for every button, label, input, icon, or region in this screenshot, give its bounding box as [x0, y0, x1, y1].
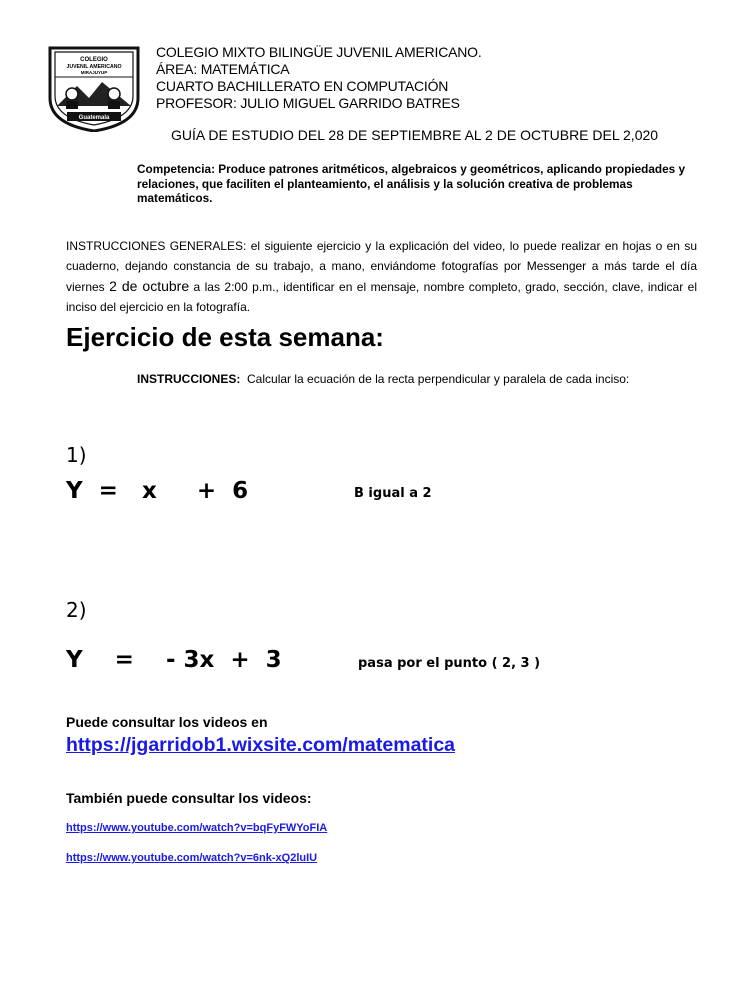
website-link[interactable]: https://jgarridob1.wixsite.com/matematica — [66, 734, 456, 756]
deadline-date: 2 de octubre — [109, 278, 190, 294]
grade-line: CUARTO BACHILLERATO EN COMPUTACIÓN — [156, 78, 449, 94]
exercise-title: Ejercicio de esta semana: — [66, 322, 384, 352]
item-1-equation: Y = x + 6 — [66, 478, 249, 504]
item-1-number: 1) — [66, 443, 87, 467]
item-2-condition: pasa por el punto ( 2, 3 ) — [358, 656, 541, 671]
general-instructions — [66, 236, 697, 317]
exercise-instructions-text: Calcular la ecuación de la recta perpendicular y paralela de cada inciso: — [247, 372, 630, 386]
exercise-instructions — [137, 372, 629, 386]
crest-line-1: COLEGIO — [80, 57, 108, 63]
teacher-line: PROFESOR: JULIO MIGUEL GARRIDO BATRES — [156, 95, 460, 111]
subject-area: ÁREA: MATEMÁTICA — [156, 61, 290, 77]
crest-ribbon-text: Guatemala — [78, 115, 110, 121]
videos-intro: Puede consultar los videos en — [66, 714, 268, 730]
study-guide-dates: GUÍA DE ESTUDIO DEL 28 DE SEPTIEMBRE AL 2 DE OCTUBRE DEL 2,020 — [171, 127, 659, 143]
youtube-link-2[interactable]: https://www.youtube.com/watch?v=6nk-xQ2luIU — [66, 852, 318, 864]
school-name: COLEGIO MIXTO BILINGÜE JUVENIL AMERICANO. — [156, 44, 482, 60]
youtube-link-1[interactable]: https://www.youtube.com/watch?v=bqFyFWYoFIA — [66, 822, 328, 834]
exercise-instructions-label: INSTRUCCIONES: — [137, 372, 241, 386]
competencia-paragraph: Competencia: Produce patrones aritméticos, algebraicos y geométricos, aplicando propiedades y relaciones, que faciliten el planteamiento, el análisis y la solución creativa de problemas matemáticos. — [137, 162, 686, 205]
school-crest-logo — [47, 46, 141, 132]
instructions-part-2: a las 2:00 p.m., identificar en el mensaje, nombre completo, grado, sección, clave, indicar el inciso del ejercicio en la fotografía. — [66, 280, 697, 314]
item-2-equation: Y = - 3x + 3 — [66, 647, 282, 673]
more-videos-label: También puede consultar los videos: — [66, 790, 312, 806]
item-1-condition: B igual a 2 — [354, 486, 432, 501]
instructions-part-1: INSTRUCCIONES GENERALES: el siguiente ejercicio y la explicación del video, lo puede realizar en hojas o en su cuaderno, dejando constancia de su trabajo, a mano, enviándome fotografías por Messenger a más tarde el día viernes — [66, 239, 697, 294]
crest-line-2: JUVENIL AMERICANO — [66, 64, 122, 70]
crest-line-3: MIRAJUYUP — [80, 70, 108, 75]
item-2-number: 2) — [66, 598, 87, 622]
